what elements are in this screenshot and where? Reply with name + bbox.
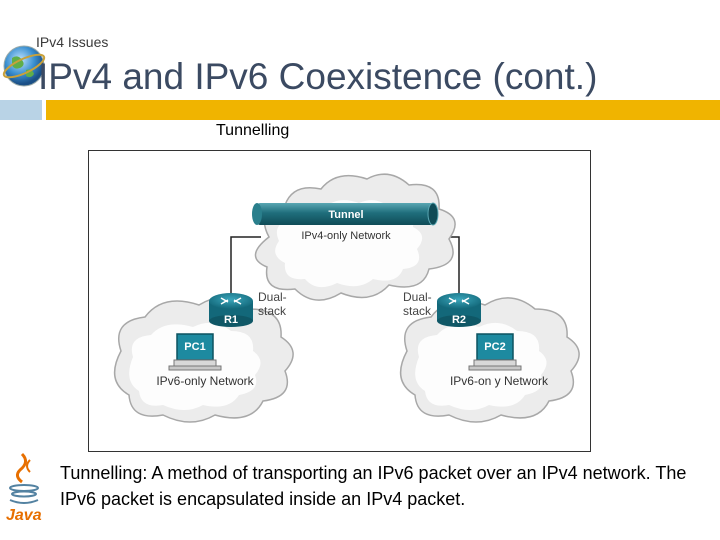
router-r1-label: R1 [223, 314, 239, 326]
router-r1-note-line1: Dual- [258, 290, 287, 304]
pc1-label: PC1 [184, 341, 206, 353]
header-bar-accent-left [0, 100, 42, 120]
pc2-label: PC2 [484, 341, 506, 353]
left-cloud-label: IPv6-only Network [156, 374, 254, 388]
router-r2-label: R2 [451, 314, 467, 326]
tunnel-label: Tunnel [328, 209, 364, 221]
tunnelling-diagram [88, 150, 591, 452]
svg-text:Java: Java [6, 507, 42, 524]
description-term: Tunnelling [60, 463, 143, 483]
header-bar-accent-right [46, 100, 720, 120]
right-cloud-label: IPv6-on y Network [449, 374, 549, 388]
description-body: : A method of transporting an IPv6 packet over an IPv4 network. The IPv6 packet is encapsulated inside an IPv4 packet. [60, 463, 687, 509]
java-logo-icon [2, 450, 48, 526]
router-r2-note-line1: Dual- [403, 290, 432, 304]
section-label: IPv4 Issues [36, 34, 109, 50]
slide-title: IPv4 and IPv6 Coexistence (cont.) [38, 56, 598, 97]
top-cloud-label: IPv4-only Network [301, 230, 391, 242]
router-r2-note-line2: stack [403, 304, 432, 318]
diagram-caption: Tunnelling [216, 122, 290, 139]
description-text [60, 460, 700, 512]
router-r1-note-line2: stack [258, 304, 287, 318]
